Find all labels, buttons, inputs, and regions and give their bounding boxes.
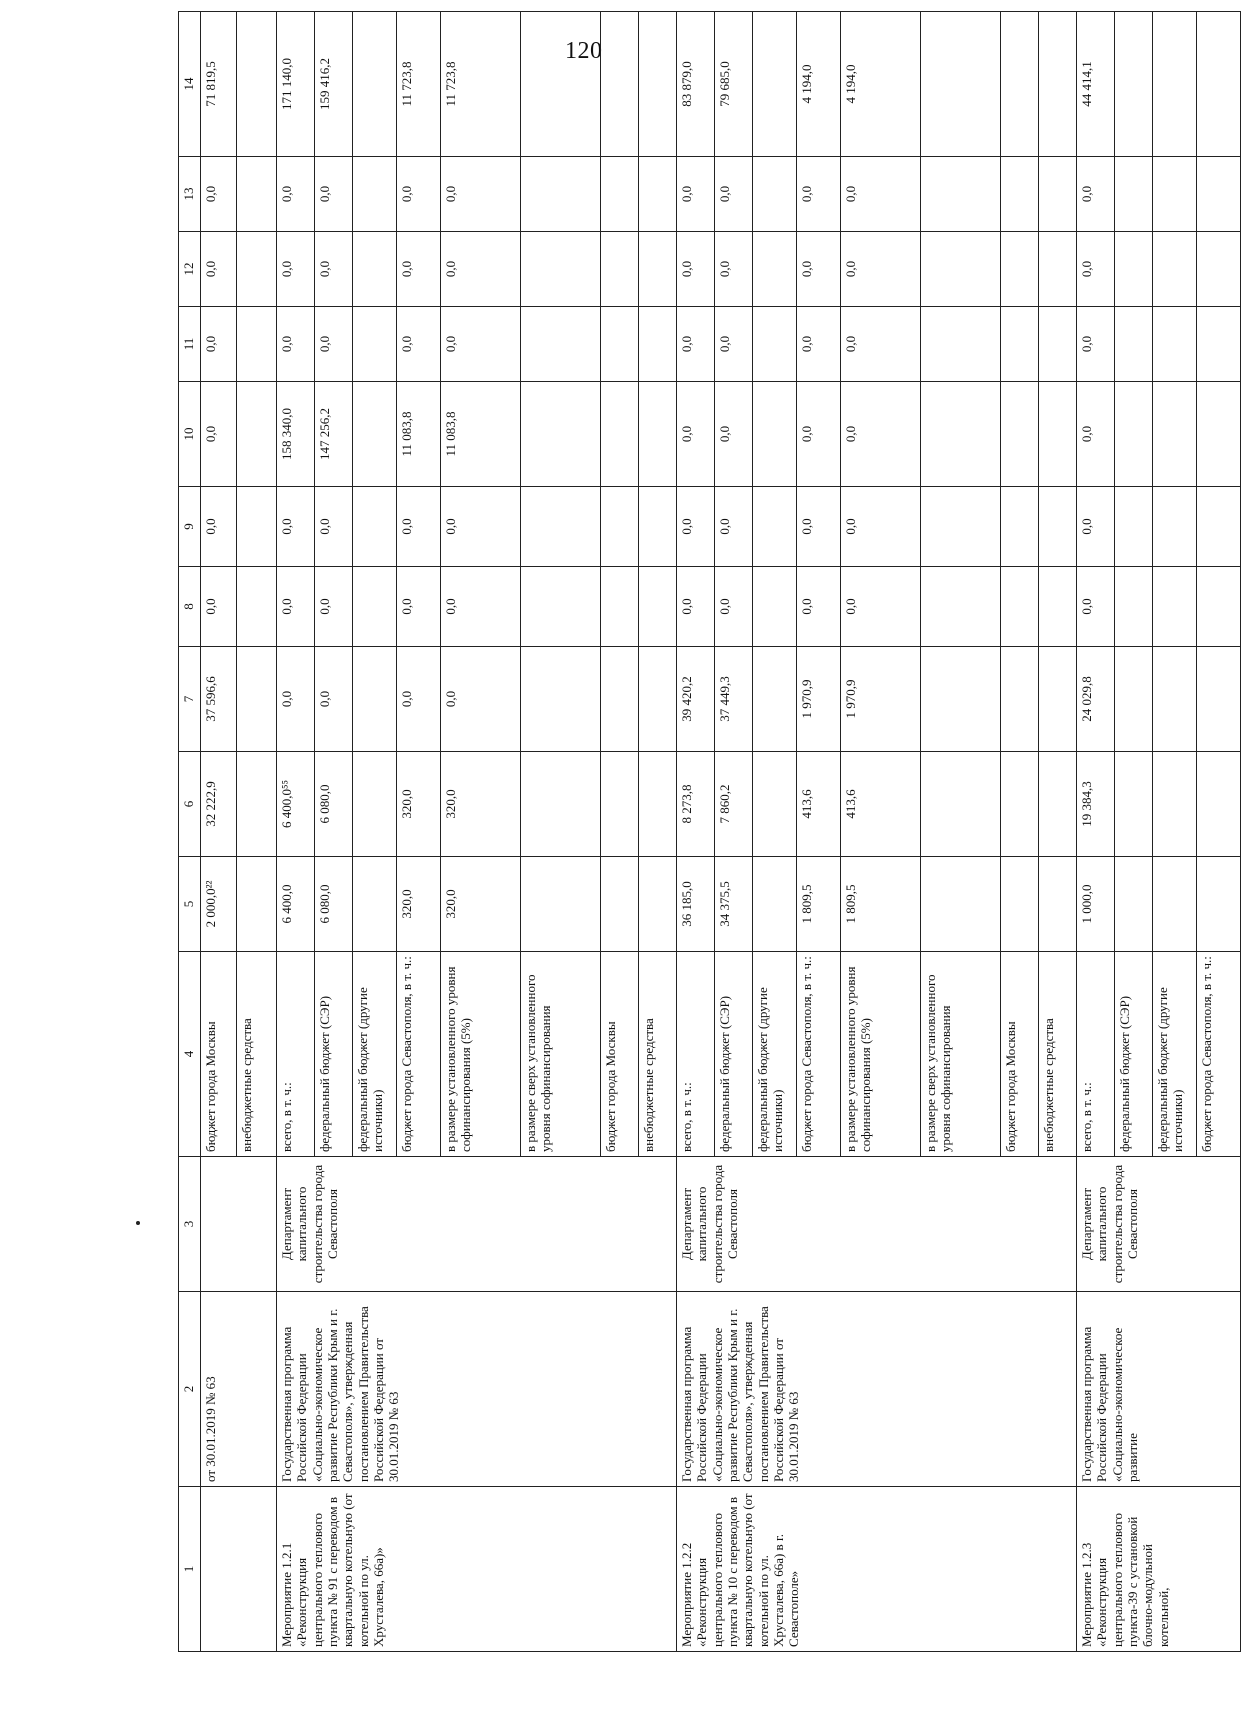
funding-source-cell: бюджет города Севастополя, в т. ч.:	[397, 952, 441, 1157]
funding-source-cell: в размере установленного уровня софинансирования (5%)	[841, 952, 921, 1157]
value-cell-8	[1001, 567, 1039, 647]
value-cell-14	[237, 12, 277, 157]
value-cell-7	[601, 647, 639, 752]
value-cell-9: 0,0	[1077, 487, 1115, 567]
value-cell-10	[353, 382, 397, 487]
value-cell-6: 320,0	[441, 752, 521, 857]
value-cell-13	[921, 157, 1001, 232]
value-cell-11: 0,0	[201, 307, 237, 382]
value-cell-13: 0,0	[797, 157, 841, 232]
value-cell-5: 34 375,5	[715, 857, 753, 952]
column-number-7: 7	[179, 647, 201, 752]
value-cell-6	[601, 752, 639, 857]
column-number-3: 3	[179, 1157, 201, 1292]
value-cell-7	[237, 647, 277, 752]
value-cell-7	[521, 647, 601, 752]
value-cell-7: 39 420,2	[677, 647, 715, 752]
program-cell: Государственная программа Российской Федерации «Социально-экономическое развитие Республики Крым и г. Севастополя», утвержденная постановлением Правительства Российской Федерации от 30.01.2019 № 63	[277, 1292, 677, 1487]
event-name-cell: Мероприятие 1.2.1 «Реконструкция центрального теплового пункта № 91 с переводом в квартальную котельную (от котельной по ул. Хрусталева, 66а)»	[277, 1487, 677, 1652]
value-cell-13: 0,0	[441, 157, 521, 232]
value-cell-6	[639, 752, 677, 857]
value-cell-10	[639, 382, 677, 487]
value-cell-11	[353, 307, 397, 382]
value-cell-9	[639, 487, 677, 567]
value-cell-5: 320,0	[397, 857, 441, 952]
value-cell-6: 6 080,0	[315, 752, 353, 857]
funding-source-cell: бюджет города Москвы	[201, 952, 237, 1157]
value-cell-12: 0,0	[677, 232, 715, 307]
value-cell-11	[521, 307, 601, 382]
value-cell-6: 6 400,0⁵⁵	[277, 752, 315, 857]
value-cell-10	[521, 382, 601, 487]
value-cell-5: 1 809,5	[797, 857, 841, 952]
value-cell-7	[639, 647, 677, 752]
funding-source-cell: всего, в т. ч.:	[277, 952, 315, 1157]
value-cell-6	[921, 752, 1001, 857]
value-cell-12	[521, 232, 601, 307]
value-cell-13: 0,0	[715, 157, 753, 232]
value-cell-5	[237, 857, 277, 952]
value-cell-11: 0,0	[677, 307, 715, 382]
value-cell-13	[753, 157, 797, 232]
value-cell-12: 0,0	[715, 232, 753, 307]
program-cell: Государственная программа Российской Федерации «Социально-экономическое развитие	[1077, 1292, 1241, 1487]
value-cell-9	[521, 487, 601, 567]
value-cell-12: 0,0	[201, 232, 237, 307]
value-cell-13: 0,0	[201, 157, 237, 232]
value-cell-10: 11 083,8	[397, 382, 441, 487]
column-number-12: 12	[179, 232, 201, 307]
value-cell-6: 32 222,9	[201, 752, 237, 857]
value-cell-11	[601, 307, 639, 382]
value-cell-5	[1115, 857, 1153, 952]
value-cell-14: 71 819,5	[201, 12, 237, 157]
value-cell-6	[1197, 752, 1241, 857]
column-number-1: 1	[179, 1487, 201, 1652]
value-cell-8	[639, 567, 677, 647]
value-cell-8	[1197, 567, 1241, 647]
value-cell-7: 0,0	[315, 647, 353, 752]
event-name-cell	[201, 1487, 277, 1652]
value-cell-12	[1153, 232, 1197, 307]
column-number-5: 5	[179, 857, 201, 952]
value-cell-11	[1001, 307, 1039, 382]
column-number-row	[179, 12, 201, 1652]
value-cell-10	[1039, 382, 1077, 487]
value-cell-13	[353, 157, 397, 232]
value-cell-10: 0,0	[677, 382, 715, 487]
value-cell-9: 0,0	[277, 487, 315, 567]
value-cell-10	[1001, 382, 1039, 487]
value-cell-12: 0,0	[841, 232, 921, 307]
funding-source-cell: федеральный бюджет (другие источники)	[753, 952, 797, 1157]
value-cell-8: 0,0	[201, 567, 237, 647]
value-cell-6: 8 273,8	[677, 752, 715, 857]
value-cell-5: 36 185,0	[677, 857, 715, 952]
value-cell-13: 0,0	[1077, 157, 1115, 232]
value-cell-13	[1115, 157, 1153, 232]
value-cell-12	[1197, 232, 1241, 307]
value-cell-12: 0,0	[441, 232, 521, 307]
value-cell-8: 0,0	[1077, 567, 1115, 647]
value-cell-12: 0,0	[397, 232, 441, 307]
value-cell-11: 0,0	[715, 307, 753, 382]
value-cell-7	[353, 647, 397, 752]
value-cell-7	[1039, 647, 1077, 752]
value-cell-9	[1153, 487, 1197, 567]
value-cell-9: 0,0	[315, 487, 353, 567]
value-cell-7	[753, 647, 797, 752]
value-cell-11: 0,0	[441, 307, 521, 382]
value-cell-13: 0,0	[841, 157, 921, 232]
rotated-table-container	[178, 12, 1214, 1652]
funding-source-cell: бюджет города Севастополя, в т. ч.:	[797, 952, 841, 1157]
value-cell-13	[1001, 157, 1039, 232]
value-cell-11: 0,0	[397, 307, 441, 382]
value-cell-5	[753, 857, 797, 952]
value-cell-10: 0,0	[715, 382, 753, 487]
funding-source-cell: бюджет города Москвы	[1001, 952, 1039, 1157]
column-number-4: 4	[179, 952, 201, 1157]
value-cell-5: 1 809,5	[841, 857, 921, 952]
value-cell-6: 413,6	[797, 752, 841, 857]
value-cell-10	[921, 382, 1001, 487]
value-cell-8: 0,0	[277, 567, 315, 647]
value-cell-6: 413,6	[841, 752, 921, 857]
funding-source-cell: бюджет города Севастополя, в т. ч.:	[1197, 952, 1241, 1157]
value-cell-9: 0,0	[397, 487, 441, 567]
value-cell-8	[1039, 567, 1077, 647]
value-cell-13: 0,0	[277, 157, 315, 232]
value-cell-11: 0,0	[315, 307, 353, 382]
value-cell-5: 320,0	[441, 857, 521, 952]
value-cell-12	[237, 232, 277, 307]
value-cell-10	[753, 382, 797, 487]
table-row	[277, 12, 315, 1652]
value-cell-6	[1115, 752, 1153, 857]
value-cell-8	[353, 567, 397, 647]
funding-source-cell: бюджет города Москвы	[601, 952, 639, 1157]
value-cell-10: 158 340,0	[277, 382, 315, 487]
table-row	[201, 12, 237, 1652]
value-cell-9	[1115, 487, 1153, 567]
value-cell-6	[1039, 752, 1077, 857]
value-cell-9: 0,0	[201, 487, 237, 567]
value-cell-13: 0,0	[397, 157, 441, 232]
value-cell-14: 4 194,0	[841, 12, 921, 157]
value-cell-8: 0,0	[315, 567, 353, 647]
value-cell-6	[1001, 752, 1039, 857]
funding-source-cell: федеральный бюджет (другие источники)	[353, 952, 397, 1157]
value-cell-13	[521, 157, 601, 232]
column-number-9: 9	[179, 487, 201, 567]
value-cell-14	[521, 12, 601, 157]
value-cell-8: 0,0	[397, 567, 441, 647]
value-cell-13	[639, 157, 677, 232]
value-cell-7: 0,0	[441, 647, 521, 752]
value-cell-11	[237, 307, 277, 382]
value-cell-6: 19 384,3	[1077, 752, 1115, 857]
value-cell-5: 6 080,0	[315, 857, 353, 952]
value-cell-11	[1115, 307, 1153, 382]
value-cell-5	[521, 857, 601, 952]
value-cell-11	[639, 307, 677, 382]
value-cell-14	[1197, 12, 1241, 157]
funding-source-cell: внебюджетные средства	[237, 952, 277, 1157]
value-cell-14: 171 140,0	[277, 12, 315, 157]
value-cell-14	[753, 12, 797, 157]
value-cell-12	[639, 232, 677, 307]
value-cell-9	[353, 487, 397, 567]
column-number-8: 8	[179, 567, 201, 647]
table-row	[1077, 12, 1115, 1652]
value-cell-5	[353, 857, 397, 952]
value-cell-14	[1001, 12, 1039, 157]
value-cell-11	[1039, 307, 1077, 382]
value-cell-12: 0,0	[277, 232, 315, 307]
table-row	[677, 12, 715, 1652]
value-cell-7	[1001, 647, 1039, 752]
scan-dot	[136, 1221, 140, 1225]
value-cell-8	[601, 567, 639, 647]
value-cell-7: 0,0	[397, 647, 441, 752]
value-cell-7: 0,0	[277, 647, 315, 752]
value-cell-8	[753, 567, 797, 647]
value-cell-14	[601, 12, 639, 157]
value-cell-9	[921, 487, 1001, 567]
value-cell-14: 44 414,1	[1077, 12, 1115, 157]
value-cell-9: 0,0	[677, 487, 715, 567]
value-cell-8	[1153, 567, 1197, 647]
value-cell-7: 37 449,3	[715, 647, 753, 752]
value-cell-12	[1039, 232, 1077, 307]
value-cell-10: 0,0	[797, 382, 841, 487]
value-cell-6	[353, 752, 397, 857]
value-cell-10	[237, 382, 277, 487]
value-cell-11	[1153, 307, 1197, 382]
value-cell-5	[1197, 857, 1241, 952]
value-cell-7: 1 970,9	[841, 647, 921, 752]
value-cell-5: 2 000,0²²	[201, 857, 237, 952]
value-cell-7: 1 970,9	[797, 647, 841, 752]
funding-source-cell: в размере установленного уровня софинансирования (5%)	[441, 952, 521, 1157]
program-cell: от 30.01.2019 № 63	[201, 1292, 277, 1487]
value-cell-8	[521, 567, 601, 647]
budget-table	[178, 11, 1241, 1652]
value-cell-12	[601, 232, 639, 307]
funding-source-cell: всего, в т. ч.:	[1077, 952, 1115, 1157]
funding-source-cell: всего, в т. ч.:	[677, 952, 715, 1157]
value-cell-7	[1153, 647, 1197, 752]
value-cell-11: 0,0	[841, 307, 921, 382]
value-cell-12: 0,0	[315, 232, 353, 307]
value-cell-7: 37 596,6	[201, 647, 237, 752]
funding-source-cell: федеральный бюджет (другие источники)	[1153, 952, 1197, 1157]
value-cell-11	[1197, 307, 1241, 382]
value-cell-7	[1197, 647, 1241, 752]
value-cell-14	[639, 12, 677, 157]
value-cell-13	[1197, 157, 1241, 232]
column-number-6: 6	[179, 752, 201, 857]
value-cell-14: 83 879,0	[677, 12, 715, 157]
value-cell-12	[753, 232, 797, 307]
event-name-cell: Мероприятие 1.2.3 «Реконструкция центрального теплового пункта-39 с установкой блочно-модульной котельной,	[1077, 1487, 1241, 1652]
department-cell: Департамент капитального строительства города Севастополя	[277, 1157, 677, 1292]
value-cell-11: 0,0	[1077, 307, 1115, 382]
value-cell-5: 1 000,0	[1077, 857, 1115, 952]
column-number-10: 10	[179, 382, 201, 487]
value-cell-13: 0,0	[677, 157, 715, 232]
value-cell-8: 0,0	[797, 567, 841, 647]
value-cell-9	[237, 487, 277, 567]
column-number-2: 2	[179, 1292, 201, 1487]
value-cell-8: 0,0	[841, 567, 921, 647]
value-cell-6: 320,0	[397, 752, 441, 857]
value-cell-10: 11 083,8	[441, 382, 521, 487]
program-cell: Государственная программа Российской Федерации «Социально-экономическое развитие Республики Крым и г. Севастополя», утвержденная постановлением Правительства Российской Федерации от 30.01.2019 № 63	[677, 1292, 1077, 1487]
funding-source-cell: в размере сверх установленного уровня софинансирования	[521, 952, 601, 1157]
value-cell-12: 0,0	[797, 232, 841, 307]
value-cell-9: 0,0	[715, 487, 753, 567]
value-cell-13: 0,0	[315, 157, 353, 232]
value-cell-14	[1153, 12, 1197, 157]
value-cell-5	[921, 857, 1001, 952]
value-cell-14: 159 416,2	[315, 12, 353, 157]
column-number-13: 13	[179, 157, 201, 232]
column-number-11: 11	[179, 307, 201, 382]
event-name-cell: Мероприятие 1.2.2 «Реконструкция центрального теплового пункта № 10 с переводом в квартальную котельную (от котельной по ул. Хрусталева, 66а) в г. Севастополе»	[677, 1487, 1077, 1652]
value-cell-13	[237, 157, 277, 232]
value-cell-13	[1153, 157, 1197, 232]
page-number: 120	[565, 38, 603, 64]
value-cell-11	[753, 307, 797, 382]
value-cell-14: 4 194,0	[797, 12, 841, 157]
value-cell-12	[353, 232, 397, 307]
value-cell-6	[753, 752, 797, 857]
value-cell-12: 0,0	[1077, 232, 1115, 307]
value-cell-7: 24 029,8	[1077, 647, 1115, 752]
value-cell-14: 11 723,8	[441, 12, 521, 157]
value-cell-10	[601, 382, 639, 487]
value-cell-10: 0,0	[841, 382, 921, 487]
value-cell-11	[921, 307, 1001, 382]
value-cell-6	[237, 752, 277, 857]
value-cell-9: 0,0	[841, 487, 921, 567]
value-cell-9: 0,0	[797, 487, 841, 567]
value-cell-8	[921, 567, 1001, 647]
value-cell-9: 0,0	[441, 487, 521, 567]
value-cell-11: 0,0	[797, 307, 841, 382]
value-cell-13	[601, 157, 639, 232]
funding-source-cell: в размере сверх установленного уровня софинансирования	[921, 952, 1001, 1157]
value-cell-10: 0,0	[1077, 382, 1115, 487]
value-cell-14	[1115, 12, 1153, 157]
department-cell: Департамент капитального строительства города Севастополя	[1077, 1157, 1241, 1292]
value-cell-6: 7 860,2	[715, 752, 753, 857]
value-cell-9	[601, 487, 639, 567]
value-cell-14	[921, 12, 1001, 157]
value-cell-11: 0,0	[277, 307, 315, 382]
funding-source-cell: федеральный бюджет (СЭР)	[1115, 952, 1153, 1157]
value-cell-14: 11 723,8	[397, 12, 441, 157]
value-cell-8: 0,0	[715, 567, 753, 647]
value-cell-5	[639, 857, 677, 952]
value-cell-5: 6 400,0	[277, 857, 315, 952]
value-cell-6	[1153, 752, 1197, 857]
value-cell-10	[1115, 382, 1153, 487]
value-cell-5	[1039, 857, 1077, 952]
value-cell-7	[921, 647, 1001, 752]
value-cell-14: 79 685,0	[715, 12, 753, 157]
value-cell-12	[1115, 232, 1153, 307]
value-cell-8	[237, 567, 277, 647]
value-cell-14	[353, 12, 397, 157]
value-cell-5	[1153, 857, 1197, 952]
value-cell-9	[753, 487, 797, 567]
value-cell-8: 0,0	[441, 567, 521, 647]
column-number-14: 14	[179, 12, 201, 157]
value-cell-10: 0,0	[201, 382, 237, 487]
value-cell-12	[1001, 232, 1039, 307]
value-cell-10	[1197, 382, 1241, 487]
value-cell-5	[1001, 857, 1039, 952]
value-cell-9	[1001, 487, 1039, 567]
value-cell-6	[521, 752, 601, 857]
value-cell-14	[1039, 12, 1077, 157]
value-cell-7	[1115, 647, 1153, 752]
funding-source-cell: внебюджетные средства	[639, 952, 677, 1157]
funding-source-cell: внебюджетные средства	[1039, 952, 1077, 1157]
value-cell-12	[921, 232, 1001, 307]
value-cell-9	[1197, 487, 1241, 567]
funding-source-cell: федеральный бюджет (СЭР)	[715, 952, 753, 1157]
value-cell-10: 147 256,2	[315, 382, 353, 487]
value-cell-10	[1153, 382, 1197, 487]
value-cell-8: 0,0	[677, 567, 715, 647]
value-cell-9	[1039, 487, 1077, 567]
value-cell-13	[1039, 157, 1077, 232]
value-cell-5	[601, 857, 639, 952]
department-cell	[201, 1157, 277, 1292]
value-cell-8	[1115, 567, 1153, 647]
department-cell: Департамент капитального строительства города Севастополя	[677, 1157, 1077, 1292]
funding-source-cell: федеральный бюджет (СЭР)	[315, 952, 353, 1157]
